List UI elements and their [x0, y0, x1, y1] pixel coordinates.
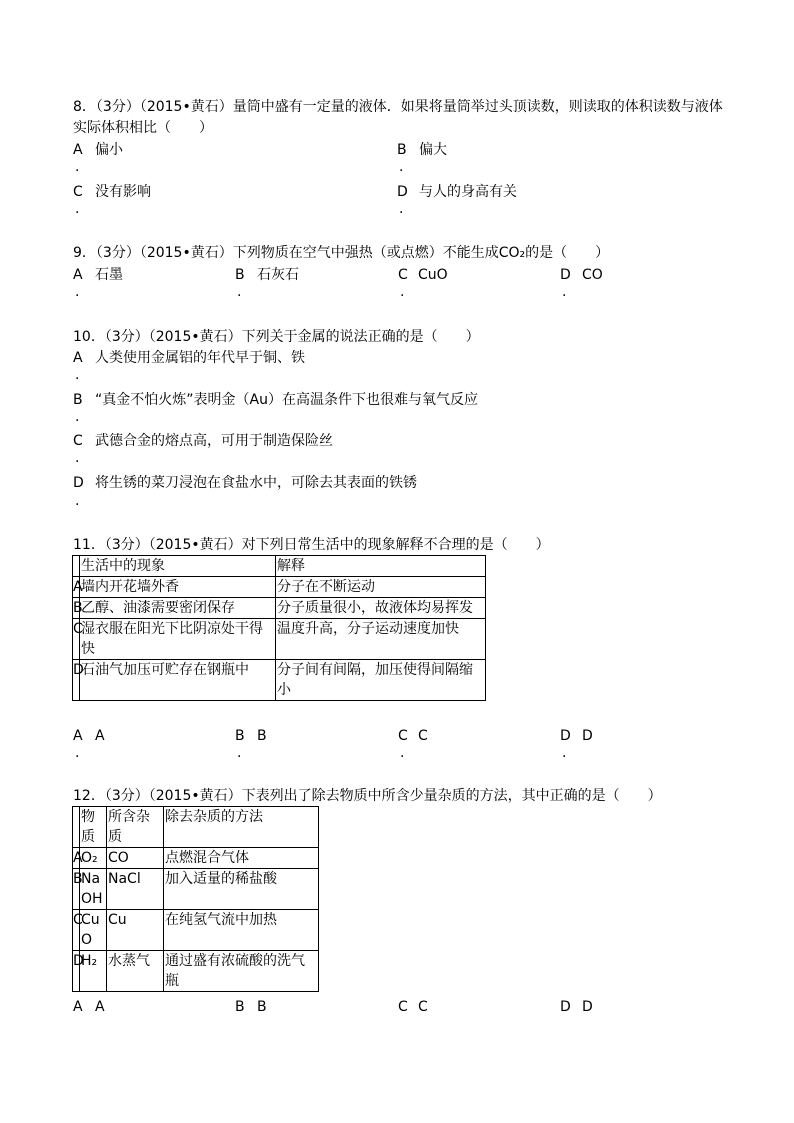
- q12-header-substance: 物质: [80, 807, 107, 848]
- q9-option-b-text: 石灰石: [257, 267, 299, 283]
- q10-option-c-text: 武德合金的熔点高，可用于制造保险丝: [95, 433, 333, 449]
- q12-row-c-letter: C: [73, 912, 83, 928]
- q12-option-a-letter: A: [73, 999, 83, 1015]
- q11-option-d-letter: D: [560, 728, 571, 744]
- q11-row-b-letter: B: [73, 600, 83, 616]
- q11-header-explanation: 解释: [276, 556, 486, 577]
- q11-row-c-letter: C: [73, 621, 83, 637]
- q10-option-a-dot: .: [75, 367, 80, 383]
- q11-option-b-dot: .: [237, 745, 242, 761]
- q11-header-phenomenon: 生活中的现象: [80, 556, 276, 577]
- q9-option-a-letter: A: [73, 267, 83, 283]
- q11-table: [72, 555, 486, 701]
- q12-row-c-substance: CuO: [80, 910, 107, 951]
- table-row: [73, 869, 319, 910]
- q9-option-d-dot: .: [562, 284, 567, 300]
- q11-option-c-text: C: [418, 728, 428, 744]
- q10-option-c-dot: .: [75, 450, 80, 466]
- q10-option-a-letter: A: [73, 350, 83, 366]
- table-row: [73, 660, 486, 701]
- q9-option-b-dot: .: [237, 284, 242, 300]
- q8-option-a-text: 偏小: [95, 142, 123, 158]
- table-row: [73, 598, 486, 619]
- q12-option-d-text: D: [582, 999, 593, 1015]
- q12-row-b-method: 加入适量的稀盐酸: [164, 869, 319, 910]
- q12-option-b-text: B: [257, 999, 267, 1015]
- q12-option-c-text: C: [418, 999, 428, 1015]
- q11-option-a-letter: A: [73, 728, 83, 744]
- q11-header-letter-cell: [73, 556, 80, 577]
- q9-option-c-dot: .: [400, 284, 405, 300]
- q11-row-b-explanation: 分子质量很小，故液体均易挥发: [276, 598, 486, 619]
- q12-table-header-row: [73, 807, 319, 848]
- q9-option-d-letter: D: [560, 267, 571, 283]
- table-row: [73, 910, 319, 951]
- q12-row-d-impurity: 水蒸气: [107, 951, 164, 992]
- q11-row-a-letter: A: [73, 579, 83, 595]
- q12-stem: 12．（3分）（2015•黄石）下表列出了除去物质中所含少量杂质的方法，其中正确的是（ ）: [73, 788, 662, 804]
- q8-option-b-dot: .: [399, 159, 404, 175]
- q12-option-b-letter: B: [235, 999, 245, 1015]
- q12-option-c-letter: C: [398, 999, 408, 1015]
- q11-row-d-phenomenon: 石油气加压可贮存在钢瓶中: [80, 660, 276, 701]
- q8-option-b-letter: B: [397, 142, 407, 158]
- q12-row-b-substance: NaOH: [80, 869, 107, 910]
- q9-option-b-letter: B: [235, 267, 245, 283]
- q12-row-a-method: 点燃混合气体: [164, 848, 319, 869]
- q11-option-a-text: A: [95, 728, 105, 744]
- table-row: [73, 848, 319, 869]
- q11-option-c-dot: .: [400, 745, 405, 761]
- q8-option-a-dot: .: [75, 159, 80, 175]
- q12-header-letter-cell: [73, 807, 80, 848]
- q9-stem: 9．（3分）（2015•黄石）下列物质在空气中强热（或点燃）不能生成CO₂的是（ ）: [73, 245, 610, 261]
- q8-option-a-letter: A: [73, 142, 83, 158]
- q9-option-a-text: 石墨: [95, 267, 123, 283]
- q11-row-a-phenomenon: 墙内开花墙外香: [80, 577, 276, 598]
- q11-row-b-phenomenon: 乙醇、油漆需要密闭保存: [80, 598, 276, 619]
- q11-option-b-text: B: [257, 728, 267, 744]
- q9-option-a-dot: .: [75, 284, 80, 300]
- q11-option-a-dot: .: [75, 745, 80, 761]
- q11-option-b-letter: B: [235, 728, 245, 744]
- q11-option-d-text: D: [582, 728, 593, 744]
- q11-option-d-dot: .: [562, 745, 567, 761]
- q10-option-b-text: “真金不怕火炼”表明金（Au）在高温条件下也很难与氧气反应: [95, 392, 478, 408]
- q12-row-a-impurity: CO: [107, 848, 164, 869]
- q8-stem-line-2: 实际体积相比（ ）: [73, 120, 213, 136]
- q12-option-a-text: A: [95, 999, 105, 1015]
- q12-row-d-method: 通过盛有浓硫酸的洗气瓶: [164, 951, 319, 992]
- q11-table-header-row: [73, 556, 486, 577]
- q8-option-c-letter: C: [73, 184, 83, 200]
- q12-table: [72, 806, 319, 992]
- q10-option-c-letter: C: [73, 433, 83, 449]
- q9-option-c-text: CuO: [418, 267, 448, 283]
- q8-option-c-dot: .: [75, 201, 80, 217]
- q8-option-b-text: 偏大: [419, 142, 447, 158]
- q11-row-d-explanation: 分子间有间隔，加压使得间隔缩小: [276, 660, 486, 701]
- q8-option-d-letter: D: [397, 184, 408, 200]
- table-row: [73, 577, 486, 598]
- q10-option-d-letter: D: [73, 475, 84, 491]
- q10-option-a-text: 人类使用金属铝的年代早于铜、铁: [95, 350, 305, 366]
- q12-row-a-substance: O₂: [80, 848, 107, 869]
- q10-option-d-dot: .: [75, 493, 80, 509]
- q8-option-d-text: 与人的身高有关: [419, 184, 517, 200]
- q12-header-impurity: 所含杂质: [107, 807, 164, 848]
- q12-row-b-impurity: NaCl: [107, 869, 164, 910]
- q11-row-c-explanation: 温度升高，分子运动速度加快: [276, 619, 486, 660]
- q10-option-d-text: 将生锈的菜刀浸泡在食盐水中，可除去其表面的铁锈: [95, 475, 417, 491]
- q12-header-method: 除去杂质的方法: [164, 807, 319, 848]
- q11-row-a-explanation: 分子在不断运动: [276, 577, 486, 598]
- q12-row-d-substance: H₂: [80, 951, 107, 992]
- q12-row-b-letter: B: [73, 871, 83, 887]
- q12-row-c-impurity: Cu: [107, 910, 164, 951]
- q10-stem: 10．（3分）（2015•黄石）下列关于金属的说法正确的是（ ）: [73, 329, 480, 345]
- q9-option-d-text: CO: [582, 267, 603, 283]
- q12-row-c-method: 在纯氢气流中加热: [164, 910, 319, 951]
- q11-row-c-phenomenon: 湿衣服在阳光下比阴凉处干得快: [80, 619, 276, 660]
- q11-option-c-letter: C: [398, 728, 408, 744]
- q10-option-b-letter: B: [73, 392, 83, 408]
- table-row: [73, 951, 319, 992]
- q8-option-c-text: 没有影响: [95, 184, 151, 200]
- q12-row-a-letter: A: [73, 850, 83, 866]
- q8-option-d-dot: .: [399, 201, 404, 217]
- table-row: [73, 619, 486, 660]
- q11-stem: 11．（3分）（2015•黄石）对下列日常生活中的现象解释不合理的是（ ）: [73, 537, 550, 553]
- q12-row-d-letter: D: [73, 953, 84, 969]
- q8-stem-line-1: 8．（3分）（2015•黄石）量筒中盛有一定量的液体．如果将量筒举过头顶读数，则读取的体积读数与液体: [73, 99, 723, 115]
- q9-option-c-letter: C: [398, 267, 408, 283]
- q12-option-d-letter: D: [560, 999, 571, 1015]
- q11-row-d-letter: D: [73, 662, 84, 678]
- q10-option-b-dot: .: [75, 409, 80, 425]
